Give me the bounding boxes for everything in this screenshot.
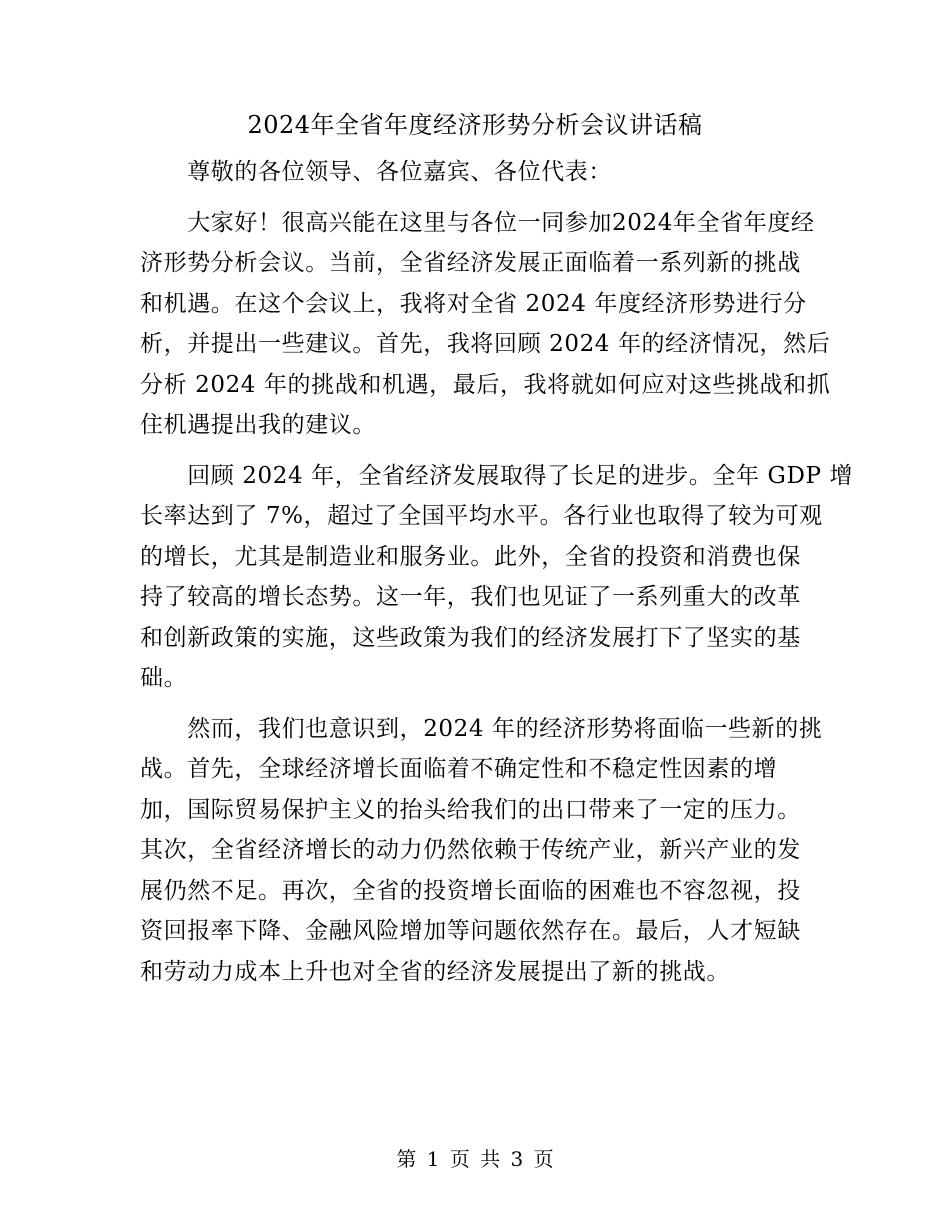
text-line: 和机遇。在这个会议上，我将对全省 2024 年度经济形势进行分: [140, 290, 807, 317]
text-line: 长率达到了 7%，超过了全国平均水平。各行业也取得了较为可观: [140, 503, 823, 529]
text-line: 和创新政策的实施，这些政策为我们的经济发展打下了坚实的基: [140, 624, 801, 651]
page-footer: 第 1 页 共 3 页: [396, 1147, 554, 1171]
text-line: 的增长，尤其是制造业和服务业。此外，全省的投资和消费也保: [140, 543, 801, 570]
text-line: 回顾 2024 年，全省经济发展取得了长足的进步。全年 GDP 增: [140, 462, 854, 489]
text-line: 其次，全省经济增长的动力仍然依赖于传统产业，新兴产业的发: [140, 837, 801, 863]
text-line: 析，并提出一些建议。首先，我将回顾 2024 年的经济情况，然后: [140, 331, 831, 357]
text-line: 加，国际贸易保护主义的抬头给我们的出口带来了一定的压力。: [140, 796, 801, 823]
text-line: 住机遇提出我的建议。: [140, 412, 376, 438]
text-line: 展仍然不足。再次，全省的投资增长面临的困难也不容忽视，投: [140, 877, 801, 904]
text-line: 尊敬的各位领导、各位嘉宾、各位代表：: [140, 159, 612, 185]
text-line: 济形势分析会议。当前，全省经济发展正面临着一系列新的挑战: [140, 250, 801, 276]
text-line: 础。: [140, 665, 188, 691]
text-line: 和劳动力成本上升也对全省的经济发展提出了新的挑战。: [140, 958, 730, 985]
text-line: 然而，我们也意识到，2024 年的经济形势将面临一些新的挑: [140, 715, 823, 742]
paragraph-salutation: [140, 152, 808, 193]
text-line: 大家好！很高兴能在这里与各位一同参加2024年全省年度经: [140, 209, 815, 236]
text-line: 分析 2024 年的挑战和机遇，最后，我将就如何应对这些挑战和抓: [140, 371, 831, 398]
paragraph-challenges: [140, 709, 823, 993]
text-line: 持了较高的增长态势。这一年，我们也见证了一系列重大的改革: [140, 584, 801, 610]
text-line: 资回报率下降、金融风险增加等问题依然存在。最后，人才短缺: [140, 918, 801, 944]
paragraph-introduction: [140, 203, 831, 446]
text-line: 战。首先，全球经济增长面临着不确定性和不稳定性因素的增: [140, 756, 778, 782]
document-title: 2024年全省年度经济形势分析会议讲话稿: [247, 111, 703, 139]
paragraph-review: [140, 456, 854, 699]
document-body: [140, 152, 854, 992]
